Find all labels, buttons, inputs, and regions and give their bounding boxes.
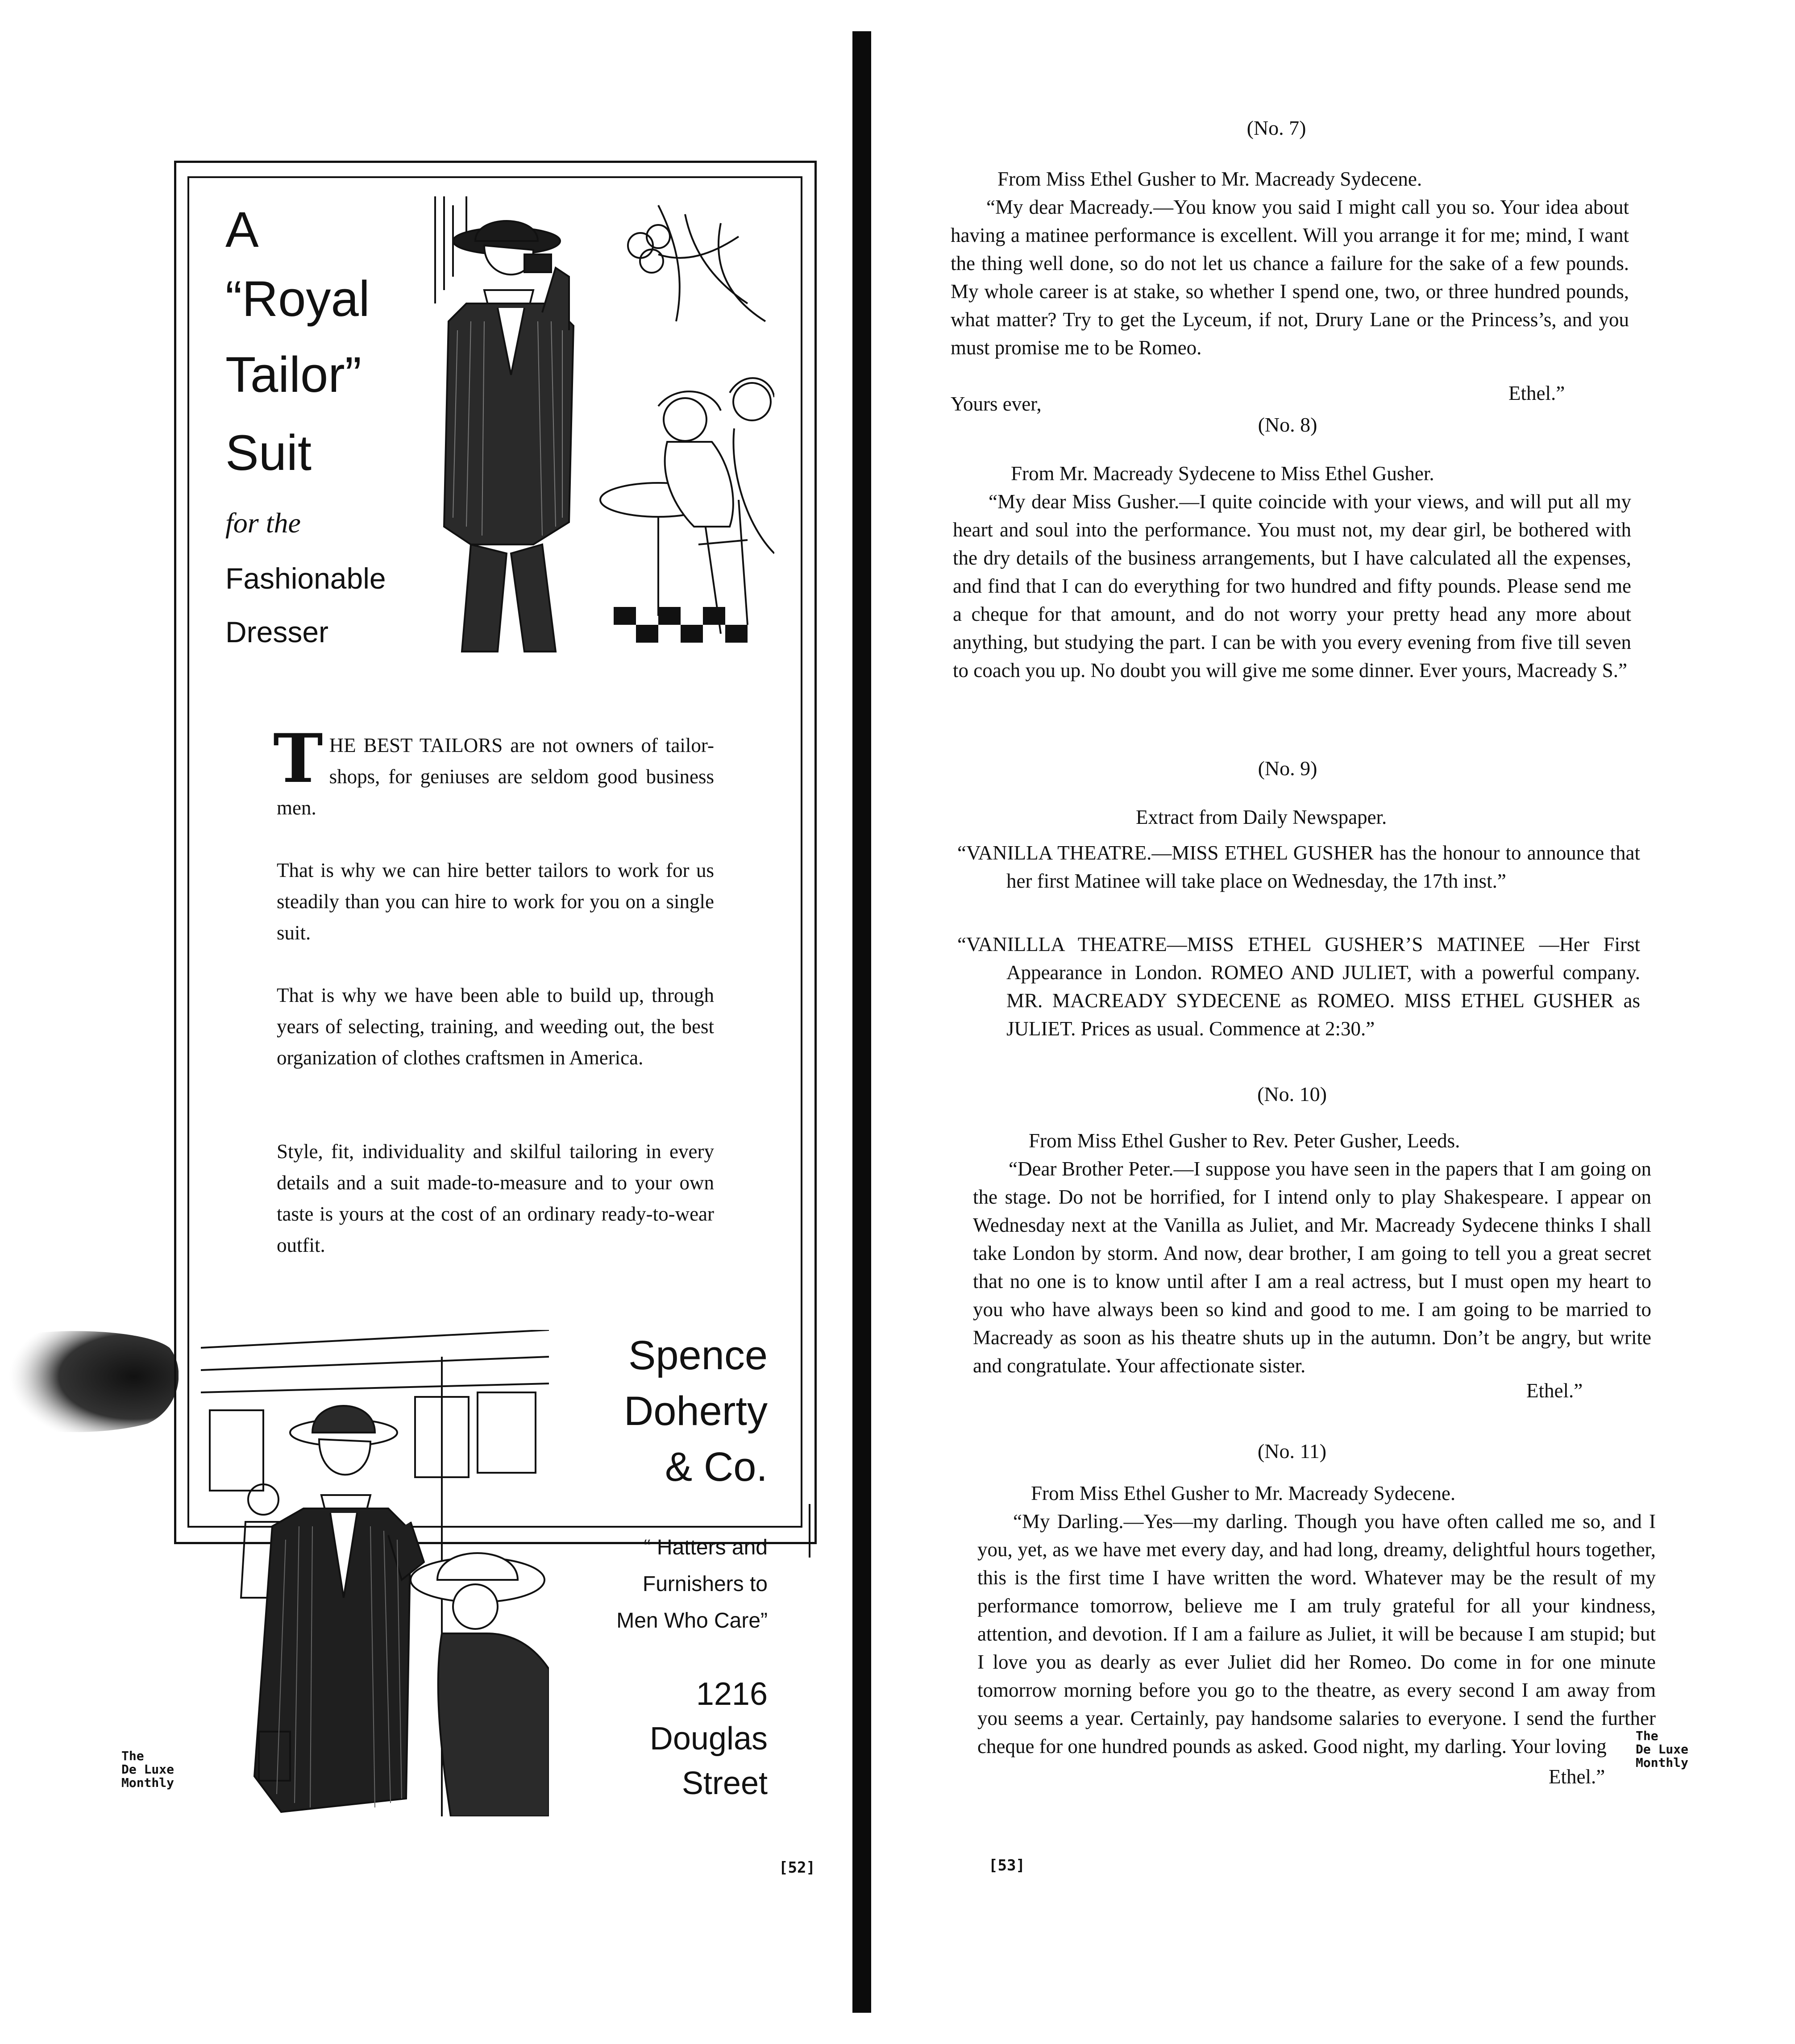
letter-7-from: From Miss Ethel Gusher to Mr. Macready Sydecene.	[997, 168, 1422, 190]
page-number-right: [53]	[989, 1857, 1025, 1874]
slogan-line2: Furnishers to	[642, 1572, 768, 1596]
letter-7-signature: Ethel.”	[1508, 382, 1565, 404]
ad-headline-line5: for the	[225, 507, 301, 539]
letter-10-signature: Ethel.”	[1526, 1379, 1583, 1402]
masthead-right-line1: The	[1636, 1728, 1658, 1743]
masthead-right	[1636, 1729, 1688, 1770]
address-line3: Street	[681, 1766, 768, 1801]
letter-8-heading: (No. 8)	[1258, 413, 1317, 436]
newspaper-item-2: “VANILLLA THEATRE—MISS ETHEL GUSHER’S MATINEE —Her First Appearance in London. ROMEO AND JULIET, with a powerful company. MR. MACREADY SYDECENE as ROMEO. MISS ETHEL GUSHER as JULIET. Prices as usual. Commence at 2:30.”	[957, 933, 1640, 1040]
masthead-left-line3: Monthly	[121, 1775, 175, 1790]
company-name-line3: & Co.	[665, 1444, 768, 1490]
page-number-left: [52]	[779, 1859, 815, 1877]
ad-dropcap: T	[273, 719, 323, 798]
letter-10-body: “Dear Brother Peter.—I suppose you have seen in the papers that I am going on the stage. Do not be horrified, for I intend only to play Shakespeare. I appear on Wednesday next at the Vanilla as Juliet, and Mr. Macready Sydecene thinks I shall take London by storm. And now, dear brother, I am going to tell you a great secret that no one is to know until after I am a real actress, but I must open my heart to you who have always been so kind and good to me. I am going to be married to Macready as soon as his theatre shuts up in the autumn. Don’t be angry, but write and congratulate. Your affectionate sister.	[973, 1158, 1651, 1377]
letter-7-heading: (No. 7)	[1247, 116, 1306, 139]
letter-9-from: Extract from Daily Newspaper.	[1136, 806, 1387, 828]
letter-8-from: From Mr. Macready Sydecene to Miss Ethel Gusher.	[1011, 462, 1434, 485]
letter-11-signature: Ethel.”	[1549, 1766, 1605, 1788]
ad-headline-line4: Suit	[225, 425, 312, 481]
letter-11-from: From Miss Ethel Gusher to Mr. Macready Sydecene.	[1031, 1482, 1456, 1504]
letter-8-body: “My dear Miss Gusher.—I quite coincide with your views, and will put all my heart and soul into the performance. You must not, my dear girl, be bothered with the dry details of the business arrangements, but I have calculated all the expenses, and find that I can do everything for two hundred and fifty pounds. Please send me a cheque for that amount, and do not worry your pretty head any more about anything, but studying the part. I can be with you every evening from five till seven to coach you up. No doubt you will give me some dinner. Ever yours, Macready S.”	[953, 490, 1631, 681]
company-name-line1: Spence	[628, 1333, 768, 1378]
ad-headline-line1: A	[225, 202, 259, 258]
ad-headline-line7: Dresser	[225, 615, 329, 648]
ad-headline-line2: “Royal	[225, 271, 370, 327]
slogan-line3: Men Who Care”	[616, 1609, 768, 1633]
letter-7-body: “My dear Macready.—You know you said I might call you so. Your idea about having a matinee performance is excellent. Will you arrange it for me; mind, I want the thing well done, so do not let us chance a failure for the sake of a few pounds. My whole career is at stake, so whether I spend one, two, or three hundred pounds, what matter? Try to get the Lyceum, if not, Drury Lane or the Princess’s, and you must promise me to be Romeo.	[951, 196, 1629, 359]
ad-paragraph-1-text: HE BEST TAILORS are not owners of tailor-shops, for geniuses are seldom good business men.	[277, 734, 714, 819]
masthead-right-line3: Monthly	[1636, 1755, 1689, 1770]
masthead-left-line1: The	[121, 1749, 144, 1763]
letter-11-heading: (No. 11)	[1257, 1440, 1327, 1462]
slogan-line1: “ Hatters and	[644, 1536, 768, 1559]
company-name-line2: Doherty	[623, 1388, 768, 1434]
ad-headline-line3: Tailor”	[225, 347, 361, 403]
newspaper-item-1: “VANILLA THEATRE.—MISS ETHEL GUSHER has the honour to announce that her first Matinee will take place on Wednesday, the 17th inst.”	[957, 842, 1640, 892]
ad-paragraph-4: Style, fit, individuality and skilful tailoring in every details and a suit made-to-measure and to your own taste is yours at the cost of an ordinary ready-to-wear outfit.	[277, 1140, 714, 1256]
letter-11-body: “My Darling.—Yes—my darling. Though you have often called me so, and I you, yet, as we have met every day, and had long, dreamy, delightful hours together, this is the first time I have written the word. Whatever may be the result of my performance tomorrow, believe me I am truly grateful for all your kindness, attention, and devotion. If I am a failure as Juliet, it will be because I am stupid; but I love you as dearly as ever Juliet did her Romeo. Do come in for one minute tomorrow morning before you go to the theatre, as every second I am away from you seems a year. Certainly, pay handsome salaries to everyone. I send the further cheque for one hundred pounds as asked. Good night, my darling. Your loving	[977, 1510, 1656, 1757]
scan-thumb-shadow-icon	[0, 1321, 179, 1437]
address-line1: 1216	[696, 1676, 768, 1712]
binding-gutter	[852, 31, 871, 2013]
masthead-left-line2: De Luxe	[121, 1762, 175, 1777]
ad-headline-line6: Fashionable	[225, 562, 386, 595]
letter-10-heading: (No. 10)	[1257, 1083, 1327, 1105]
masthead-left	[121, 1749, 174, 1790]
letter-10-from: From Miss Ethel Gusher to Rev. Peter Gusher, Leeds.	[1029, 1130, 1460, 1152]
ad-paragraph-3: That is why we have been able to build up, through years of selecting, training, and weeding out, the best organization of clothes craftsmen in America.	[277, 984, 714, 1069]
masthead-right-line2: De Luxe	[1636, 1742, 1689, 1757]
letter-9-heading: (No. 9)	[1258, 757, 1317, 780]
ad-paragraph-2: That is why we can hire better tailors to work for us steadily than you can hire to work for you on a single suit.	[277, 859, 714, 944]
gentleman-drinking-illustration	[408, 187, 774, 661]
ad-paragraph-1	[273, 719, 714, 823]
gentleman-with-lady-illustration	[201, 1330, 549, 1816]
letter-7-closing: Yours ever,	[951, 393, 1042, 415]
address-line2: Douglas	[649, 1721, 768, 1757]
